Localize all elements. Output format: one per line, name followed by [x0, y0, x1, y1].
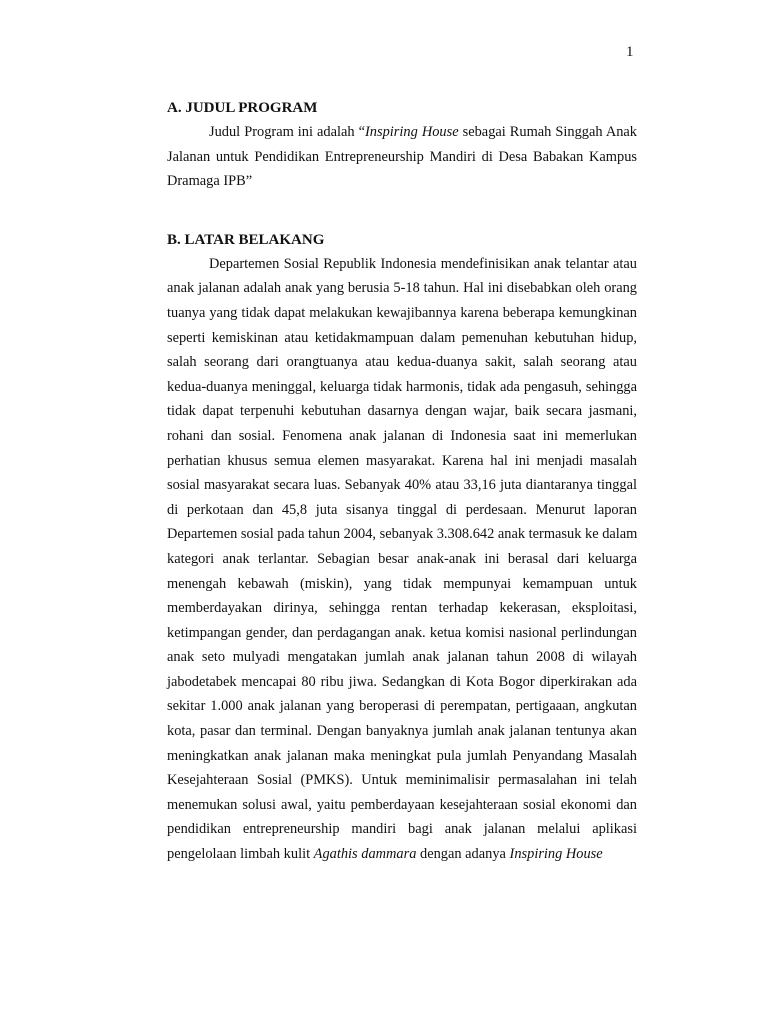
paragraph-line: jabodetabek mencapai 80 ribu jiwa. Sedangkan di Kota Bogor diperkirakan ada [167, 673, 637, 690]
italic-term: Inspiring House [509, 846, 603, 863]
paragraph-line: Departemen sosial pada tahun 2004, sebanyak 3.308.642 anak termasuk ke dalam [167, 526, 638, 543]
paragraph-line: memberdayakan dirinya, sehingga rentan terhadap kekerasan, eksploitasi, [167, 600, 637, 617]
paragraph-line: tidak dapat terpenuhi kebutuhan dasarnya dengan wajar, baik secara jasmani, [167, 403, 637, 420]
page-number: 1 [626, 44, 634, 60]
paragraph-line: meningkatkan anak jalanan maka meningkat pula jumlah Penyandang Masalah [167, 747, 637, 764]
paragraph-line [167, 842, 637, 867]
paragraph-line: Departemen Sosial Republik Indonesia mendefinisikan anak telantar atau [209, 255, 637, 272]
section-heading: A. JUDUL PROGRAM [167, 100, 318, 116]
paragraph-line: seperti kemiskinan atau ketidakmampuan dalam pemenuhan kebutuhan hidup, [167, 329, 637, 346]
section-paragraph [167, 120, 637, 194]
paragraph-line: rohani dan sosial. Fenomena anak jalanan di Indonesia saat ini memerlukan [167, 427, 637, 444]
paragraph-line: di perkotaan dan 45,8 juta sisanya tinggal di perdesaan. Menurut laporan [167, 501, 637, 518]
text-run: sebagai Rumah Singgah Anak [458, 124, 637, 140]
paragraph-line: tuanya yang tidak dapat melakukan kewajibannya karena beberapa kemungkinan [167, 304, 637, 321]
paragraph-line: salah seorang dari orangtuanya atau kedua-duanya sakit, salah seorang atau [167, 354, 637, 371]
section-paragraph [167, 252, 637, 867]
italic-term: Agathis dammara [313, 846, 417, 863]
paragraph-line: anak seto mulyadi mengatakan jumlah anak jalanan tahun 2008 di wilayah [167, 649, 637, 666]
section-heading: B. LATAR BELAKANG [167, 231, 325, 248]
paragraph-line: anak jalanan adalah anak yang berusia 5-18 tahun. Hal ini disebabkan oleh orang [167, 280, 637, 297]
text-run: dengan adanya [416, 846, 510, 863]
paragraph-line: menengah kebawah (miskin), yang tidak mempunyai kemampuan untuk [167, 575, 637, 592]
paragraph-line: sosial masyarakat secara luas. Sebanyak 40% atau 33,16 juta diantaranya tinggal [167, 477, 637, 494]
italic-term: Inspiring House [365, 124, 459, 140]
paragraph-line: ketimpangan gender, dan perdagangan anak. ketua komisi nasional perlindungan [167, 624, 637, 641]
text-run: Judul Program ini adalah “ [209, 124, 366, 140]
document-body [167, 100, 637, 867]
section-judul-program [167, 100, 637, 194]
paragraph-line: perhatian khusus semua elemen masyarakat. Karena hal ini menjadi masalah [167, 452, 637, 469]
paragraph-line: Jalanan untuk Pendidikan Entrepreneurship Mandiri di Desa Babakan Kampus [167, 148, 637, 165]
paragraph-line: pendidikan entrepreneurship mandiri bagi anak jalanan melalui aplikasi [167, 821, 637, 838]
text-run: pengelolaan limbah kulit [167, 846, 314, 863]
paragraph-line: sekitar 1.000 anak jalanan yang beroperasi di perempatan, pertigaaan, angkutan [167, 698, 637, 715]
paragraph-line: Dramaga IPB” [167, 173, 253, 190]
paragraph-line [167, 120, 637, 145]
paragraph-line: kota, pasar dan terminal. Dengan banyaknya jumlah anak jalanan tentunya akan [167, 723, 637, 740]
paragraph-line: Kesejahteraan Sosial (PMKS). Untuk meminimalisir permasalahan ini telah [167, 772, 637, 789]
paragraph-line: kedua-duanya meninggal, keluarga tidak harmonis, tidak ada pengasuh, sehingga [167, 378, 637, 395]
paragraph-line: kategori anak terlantar. Sebagian besar anak-anak ini berasal dari keluarga [167, 550, 637, 567]
paragraph-line: menemukan solusi awal, yaitu pemberdayaan kesejahteraan sosial ekonomi dan [167, 796, 637, 813]
section-latar-belakang [167, 232, 637, 867]
